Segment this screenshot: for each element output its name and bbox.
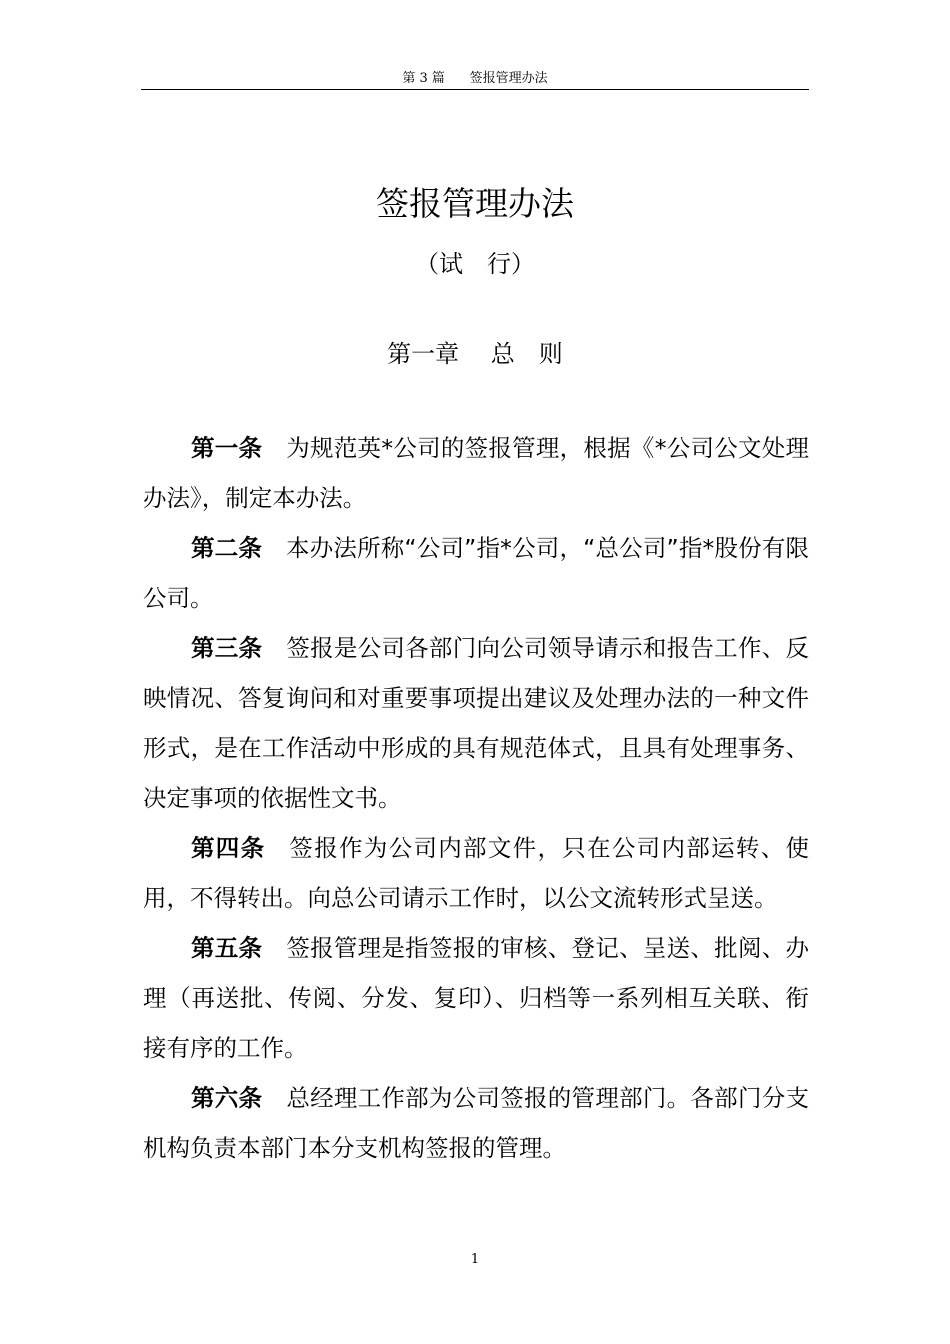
page-header: 第 3 篇 签报管理办法 — [402, 71, 548, 86]
article-number: 第三条 — [191, 634, 263, 662]
article-4 — [143, 823, 809, 923]
article-number: 第四条 — [191, 834, 266, 862]
article-number: 第六条 — [191, 1084, 263, 1112]
article-text: 为规范英*公司的签报管理，根据《*公司公文处理办法》，制定本办法。 — [143, 434, 810, 512]
article-number: 第一条 — [191, 434, 263, 462]
article-1 — [143, 423, 809, 523]
article-text: 签报管理是指签报的审核、登记、呈送、批阅、办理（再送批、传阅、分发、复印）、归档等一系列相互关联、衔接有序的工作。 — [143, 934, 809, 1062]
article-text: 本办法所称“公司”指*公司，“总公司”指*股份有限公司。 — [143, 534, 810, 612]
document-subtitle: （试 行） — [415, 250, 535, 278]
document-body — [143, 423, 809, 1173]
article-text: 签报作为公司内部文件，只在公司内部运转、使用，不得转出。向总公司请示工作时，以公文流转形式呈送。 — [143, 834, 810, 912]
article-number: 第二条 — [191, 534, 263, 562]
article-text: 签报是公司各部门向公司领导请示和报告工作、反映情况、答复询问和对重要事项提出建议及处理办法的一种文件形式，是在工作活动中形成的具有规范体式，且具有处理事务、决定事项的依据性文书。 — [143, 634, 809, 812]
article-6 — [143, 1073, 809, 1173]
document-title: 签报管理办法 — [376, 184, 574, 223]
article-2 — [143, 523, 809, 623]
article-text: 总经理工作部为公司签报的管理部门。各部门分支机构负责本部门本分支机构签报的管理。 — [143, 1084, 809, 1162]
article-5 — [143, 923, 809, 1073]
article-number: 第五条 — [191, 934, 263, 962]
header-divider — [141, 89, 809, 90]
chapter-heading: 第一章 总 则 — [387, 340, 563, 368]
page-number: 1 — [470, 1252, 480, 1267]
article-3 — [143, 623, 809, 823]
